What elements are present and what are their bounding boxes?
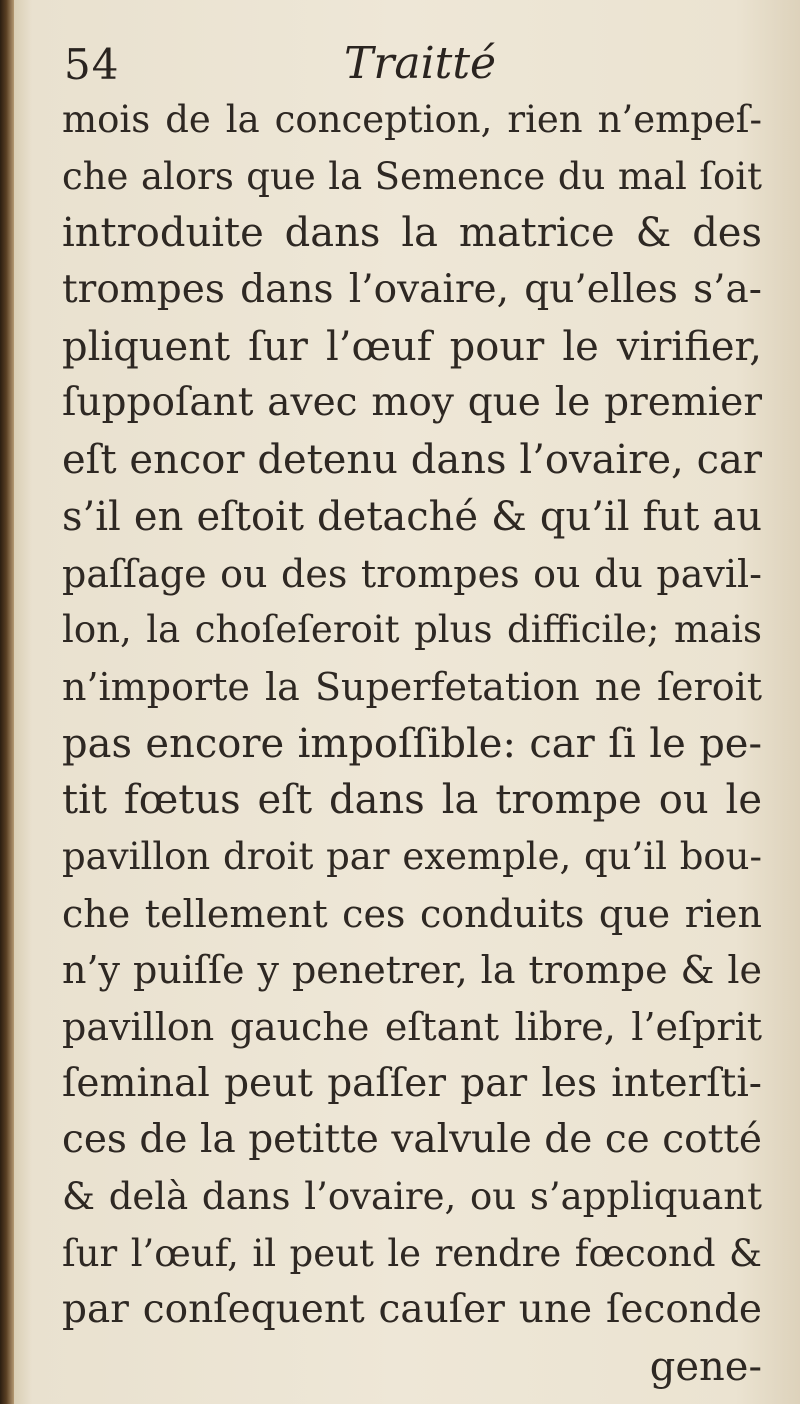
text-line: trompes dans l’ovaire, qu’elles s’a-	[62, 267, 762, 313]
text-line: eſt encor detenu dans l’ovaire, car	[62, 437, 762, 484]
catchword: gene-	[649, 1344, 762, 1391]
text-line: pavillon gauche eſtant libre, l’eſprit	[62, 1005, 762, 1049]
text-line: s’il en eſtoit detaché & qu’il fut au	[62, 493, 762, 540]
running-title: Traitté	[344, 38, 497, 89]
text-line: ſeminal peut paſſer par les interſti-	[62, 1060, 762, 1106]
text-line: par conſequent cauſer une ſeconde	[62, 1287, 762, 1333]
text-line: pavillon droit par exemple, qu’il bou-	[62, 834, 762, 878]
text-line: & delà dans l’ovaire, ou s’appliquant	[62, 1175, 762, 1219]
text-line: ſuppoſant avec moy que le premier	[62, 380, 762, 426]
page-number: 54	[64, 40, 120, 89]
text-line: lon, la choſeſeroit plus difficile; mais	[62, 608, 762, 652]
text-line: introduite dans la matrice & des	[62, 210, 762, 257]
text-line: pas encore impoſſible: car ſi le pe-	[62, 720, 762, 767]
text-line: mois de la conception, rien n’empeſ-	[62, 98, 762, 141]
text-line: paſſage ou des trompes ou du pavil-	[62, 551, 762, 596]
text-line: n’y puiſſe y penetrer, la trompe & le	[62, 948, 762, 993]
text-line: ces de la petitte valvule de ce cotté	[62, 1117, 762, 1163]
text-line: che tellement ces conduits que rien	[62, 891, 762, 936]
text-line: tit fœtus eſt dans la trompe ou le	[62, 777, 762, 824]
text-line: ſur l’œuf, il peut le rendre fœcond &	[62, 1231, 762, 1275]
body-text	[62, 92, 762, 1396]
book-spine	[0, 0, 14, 1404]
text-line: che alors que la Semence du mal ſoit	[62, 154, 762, 198]
page-header	[64, 40, 764, 100]
text-line: pliquent ſur l’œuf pour le virifier,	[62, 323, 762, 370]
text-line: n’importe la Superfetation ne ſeroit	[62, 664, 762, 709]
